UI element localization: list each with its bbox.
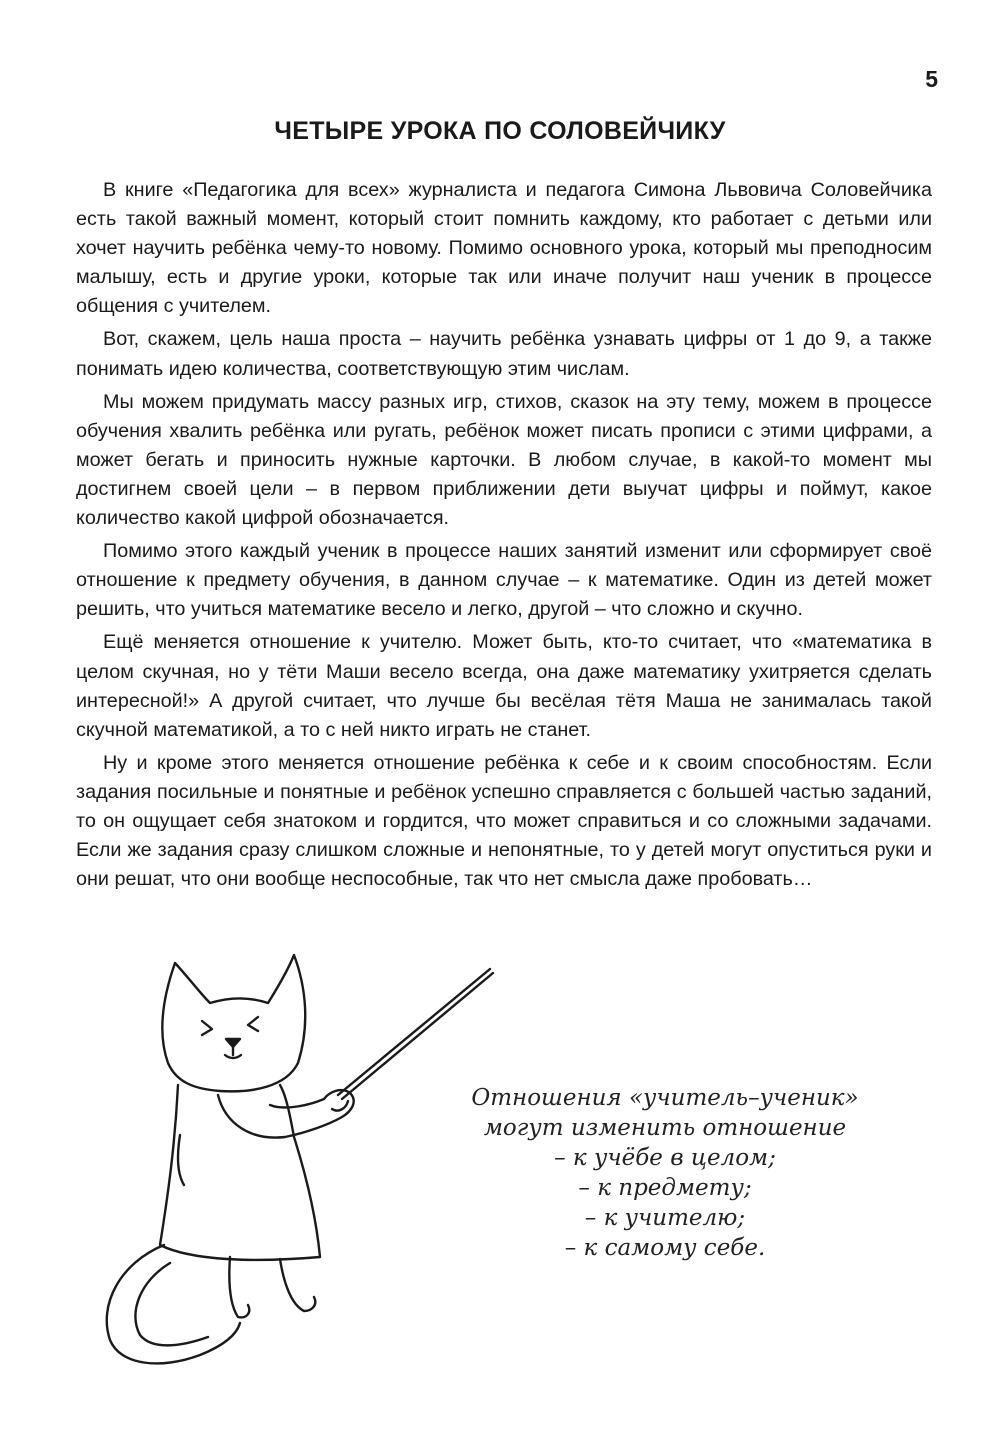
cat-leg-right: [280, 1259, 315, 1311]
caption-line-4: – к предмету;: [578, 1175, 752, 1201]
paragraph-3: Мы можем придумать массу разных игр, стихов, сказок на эту тему, можем в процессе обучения хвалить ребёнка или ругать, ребёнок может писать прописи с этими цифрами, а может бегать и приносить нужные карточки. В любом случае, в какой-то момент мы достигнем своей цели – в первом приближении дети выучат цифры и поймут, какое количество какой цифрой обозначается.: [76, 390, 932, 530]
cat-left-eye: [202, 1021, 212, 1035]
paragraph-4: Помимо этого каждый ученик в процессе наших занятий изменит или сформирует своё отношение к предмету обучения, в данном случае – к математике. Один из детей может решить, что учиться математике весело и легко, другой – что сложно и скучно.: [76, 540, 932, 621]
caption-line-5: – к учителю;: [584, 1205, 746, 1231]
cat-body: [160, 1085, 320, 1260]
paragraph-1: В книге «Педагогика для всех» журналиста и педагога Симона Львовича Соловейчика есть такой важный момент, который стоит помнить каждому, кто работает с детьми или хочет научить ребёнка чему-то новому. Помимо основного урока, который мы преподносим малышу, есть и другие уроки, которые так или иначе получит наш ученик в процессе общения с учителем.: [76, 179, 932, 318]
article-body: [76, 176, 932, 898]
paragraph-5: Ещё меняется отношение к учителю. Может быть, кто-то считает, что «математика в целом скучная, но у тёти Маши весело всегда, она даже математику ухитряется сделать интересной!» А другой считает, что лучше бы весёлая тётя Маша не занималась такой скучной математикой, а то с ней никто играть не станет.: [76, 631, 932, 741]
cat-tail-inner: [135, 1263, 208, 1345]
cat-head: [162, 955, 305, 1091]
caption-line-6: – к самому себе.: [564, 1235, 766, 1261]
cat-right-eye: [248, 1017, 258, 1031]
cat-mouth: [225, 1047, 241, 1058]
page-number: 5: [925, 66, 938, 92]
pointer-stick: [338, 969, 493, 1099]
cat-lower-arm: [178, 1135, 184, 1185]
paragraph-6: Ну и кроме этого меняется отношение ребёнка к себе и к своим способностям. Если задания посильные и понятные и ребёнок успешно справляется с большей частью заданий, то он ощущает себя знатоком и гордится, что может справиться и со сложными задачами. Если же задания сразу слишком сложные и непонятные, то у детей могут опуститься руки и они решат, что они вообще неспособные, так что нет смысла даже пробовать…: [76, 751, 932, 891]
cat-leg-left: [229, 1257, 249, 1317]
cat-paw-grip: [332, 1101, 348, 1111]
illustration-caption: [430, 1083, 900, 1263]
caption-line-3: – к учёбе в целом;: [554, 1145, 776, 1171]
page-title: ЧЕТЫРЕ УРОКА ПО СОЛОВЕЙЧИКУ: [274, 117, 726, 145]
caption-line-2: могут изменить отношение: [483, 1115, 847, 1141]
caption-line-1: Отношения «учитель–ученик»: [471, 1085, 859, 1111]
paragraph-2: Вот, скажем, цель наша проста – научить ребёнка узнавать цифры от 1 до 9, а также понимать идею количества, соответствующую этим числам.: [76, 328, 932, 380]
